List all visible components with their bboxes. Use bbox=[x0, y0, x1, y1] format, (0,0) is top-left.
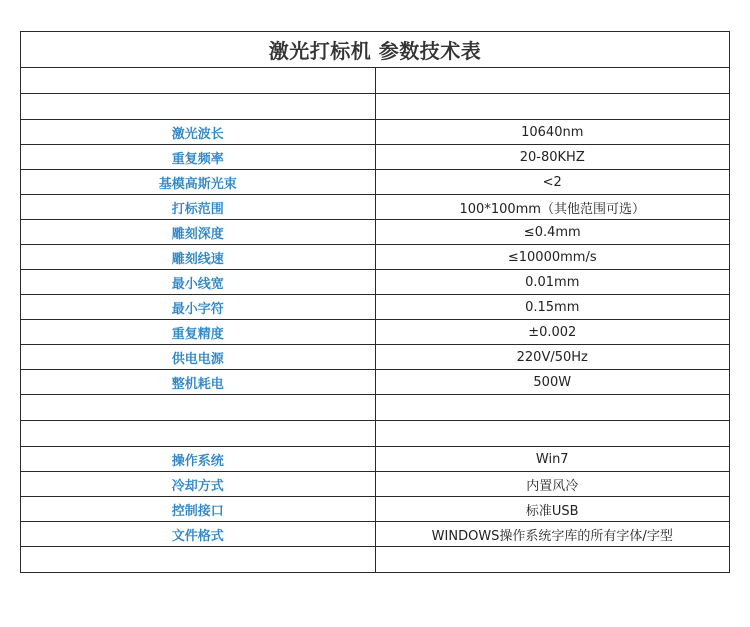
spec-label: 操作系统 bbox=[21, 447, 376, 472]
table-row bbox=[21, 547, 730, 573]
spec-label: 最小字符 bbox=[21, 295, 376, 320]
spec-value: WINDOWS操作系统字库的所有字体/字型 bbox=[375, 522, 730, 547]
spec-label: 基模高斯光束 bbox=[21, 170, 376, 195]
spec-label: 雕刻深度 bbox=[21, 220, 376, 245]
table-row bbox=[21, 370, 730, 395]
spec-table bbox=[20, 31, 730, 573]
table-row bbox=[21, 497, 730, 522]
table-row bbox=[21, 472, 730, 497]
spec-value: 20-80KHZ bbox=[375, 145, 730, 170]
spec-value: <2 bbox=[375, 170, 730, 195]
spec-label: 重复频率 bbox=[21, 145, 376, 170]
spec-value bbox=[375, 94, 730, 120]
spec-label: 激光波长 bbox=[21, 120, 376, 145]
table-row bbox=[21, 195, 730, 220]
table-row bbox=[21, 522, 730, 547]
spec-label: 控制接口 bbox=[21, 497, 376, 522]
spec-body bbox=[21, 68, 730, 573]
table-row bbox=[21, 345, 730, 370]
table-row bbox=[21, 94, 730, 120]
spec-label: 打标范围 bbox=[21, 195, 376, 220]
spec-label: 供电电源 bbox=[21, 345, 376, 370]
spec-label: 冷却方式 bbox=[21, 472, 376, 497]
spec-value: 标准USB bbox=[375, 497, 730, 522]
spec-value: 10640nm bbox=[375, 120, 730, 145]
table-row bbox=[21, 120, 730, 145]
spec-label: 最小线宽 bbox=[21, 270, 376, 295]
table-row bbox=[21, 145, 730, 170]
spec-value: ±0.002 bbox=[375, 320, 730, 345]
spec-value: 内置风冷 bbox=[375, 472, 730, 497]
spec-label bbox=[21, 68, 376, 94]
title-row bbox=[21, 32, 730, 68]
spec-value: 500W bbox=[375, 370, 730, 395]
table-row bbox=[21, 245, 730, 270]
spec-value: 0.01mm bbox=[375, 270, 730, 295]
spec-value: ≤10000mm/s bbox=[375, 245, 730, 270]
spec-label bbox=[21, 547, 376, 573]
spec-value: 0.15mm bbox=[375, 295, 730, 320]
table-row bbox=[21, 270, 730, 295]
spec-label bbox=[21, 421, 376, 447]
spec-label: 整机耗电 bbox=[21, 370, 376, 395]
table-row bbox=[21, 395, 730, 421]
spec-value bbox=[375, 395, 730, 421]
table-row bbox=[21, 220, 730, 245]
table-row bbox=[21, 320, 730, 345]
table-row bbox=[21, 421, 730, 447]
spec-value: Win7 bbox=[375, 447, 730, 472]
spec-label bbox=[21, 395, 376, 421]
spec-label: 文件格式 bbox=[21, 522, 376, 547]
table-row bbox=[21, 295, 730, 320]
spec-value: 100*100mm（其他范围可选） bbox=[375, 195, 730, 220]
spec-label bbox=[21, 94, 376, 120]
spec-label: 雕刻线速 bbox=[21, 245, 376, 270]
spec-label: 重复精度 bbox=[21, 320, 376, 345]
spec-value: ≤0.4mm bbox=[375, 220, 730, 245]
table-row bbox=[21, 68, 730, 94]
spec-value: 220V/50Hz bbox=[375, 345, 730, 370]
table-title: 激光打标机 参数技术表 bbox=[21, 32, 730, 68]
spec-value bbox=[375, 421, 730, 447]
table-row bbox=[21, 447, 730, 472]
table-row bbox=[21, 170, 730, 195]
spec-value bbox=[375, 547, 730, 573]
spec-value bbox=[375, 68, 730, 94]
